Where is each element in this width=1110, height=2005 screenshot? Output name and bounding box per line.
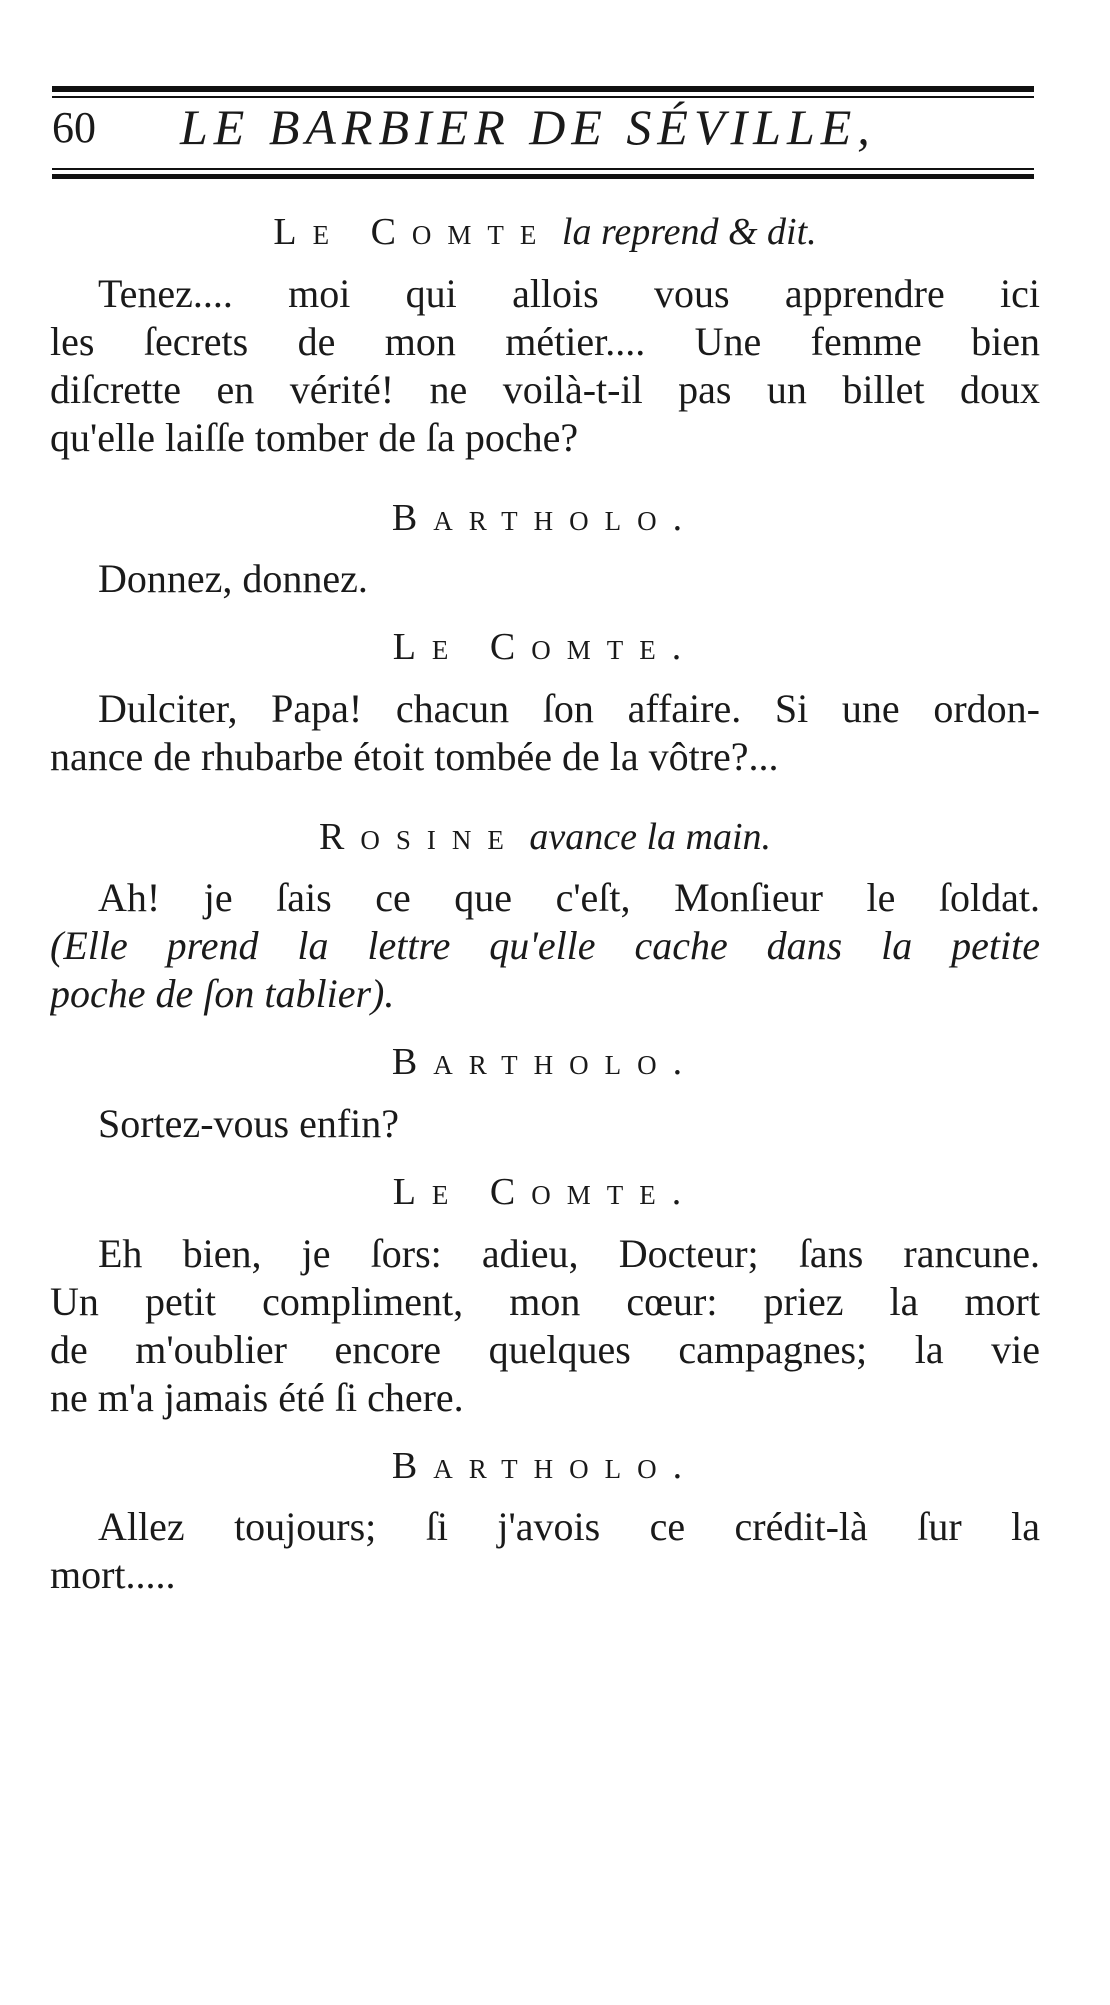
speaker-heading bbox=[50, 815, 1040, 861]
speaker-name: Le Comte bbox=[273, 211, 553, 253]
speaker-name: Bartholo. bbox=[391, 1444, 699, 1487]
header-rule-top-thick bbox=[52, 86, 1034, 92]
speech-line: mort..... bbox=[50, 1552, 176, 1598]
speaker-name: Le Comte. bbox=[392, 626, 698, 669]
speech-line: Un petit compliment, mon cœur: priez la mort bbox=[50, 1278, 1040, 1324]
speaker-heading bbox=[50, 625, 1040, 671]
speaker-heading bbox=[50, 1040, 1040, 1086]
speaker-name: Rosine bbox=[319, 815, 520, 858]
speech-line: Dulciter, Papa! chacun ſon affaire. Si une ordon- bbox=[98, 685, 1040, 731]
speech-line: Ah! je ſais ce que c'eſt, Monſieur le ſoldat. bbox=[98, 875, 1040, 921]
running-head bbox=[52, 100, 1034, 166]
speaker-name: Bartholo. bbox=[391, 1041, 699, 1084]
speech-line: Allez toujours; ſi j'avois ce crédit-là ſur la bbox=[98, 1504, 1040, 1550]
speaker-heading bbox=[50, 210, 1040, 256]
stage-direction-line: poche de ſon tablier). bbox=[50, 971, 395, 1017]
header-rule-top-thin bbox=[52, 96, 1034, 98]
speaker-name: Bartholo. bbox=[391, 496, 699, 539]
speech-line: nance de rhubarbe étoit tombée de la vôtre?... bbox=[50, 733, 779, 779]
play-text bbox=[50, 210, 1040, 1599]
speaker-heading bbox=[50, 1444, 1040, 1490]
speech-line: Sortez-vous enfin? bbox=[98, 1100, 400, 1146]
speaker-name: Le Comte. bbox=[392, 1170, 698, 1213]
running-title: LE BARBIER DE SÉVILLE, bbox=[180, 99, 876, 155]
speech-line: diſcrette en vérité! ne voilà-t-il pas un billet doux bbox=[50, 366, 1040, 412]
stage-direction: avance la main. bbox=[529, 815, 771, 858]
speech-line: les ſecrets de mon métier.... Une femme bien bbox=[50, 318, 1040, 364]
speech-line: Tenez.... moi qui allois vous apprendre ici bbox=[98, 270, 1040, 316]
speech-line: ne m'a jamais été ſi chere. bbox=[50, 1374, 464, 1420]
stage-direction: la reprend & dit. bbox=[561, 211, 817, 253]
speech-line: de m'oublier encore quelques campagnes; la vie bbox=[50, 1326, 1040, 1372]
speaker-heading bbox=[50, 1170, 1040, 1216]
speech-line: Eh bien, je ſors: adieu, Docteur; ſans rancune. bbox=[98, 1230, 1040, 1276]
page-number: 60 bbox=[52, 103, 96, 152]
header-rule-bottom-thick bbox=[52, 174, 1034, 179]
stage-direction-line: (Elle prend la lettre qu'elle cache dans la petite bbox=[50, 923, 1040, 969]
speech-line: Donnez, donnez. bbox=[98, 556, 368, 602]
speech-line: qu'elle laiſſe tomber de ſa poche? bbox=[50, 414, 579, 460]
speaker-heading bbox=[50, 496, 1040, 542]
header-rule-bottom-thin bbox=[52, 168, 1034, 170]
